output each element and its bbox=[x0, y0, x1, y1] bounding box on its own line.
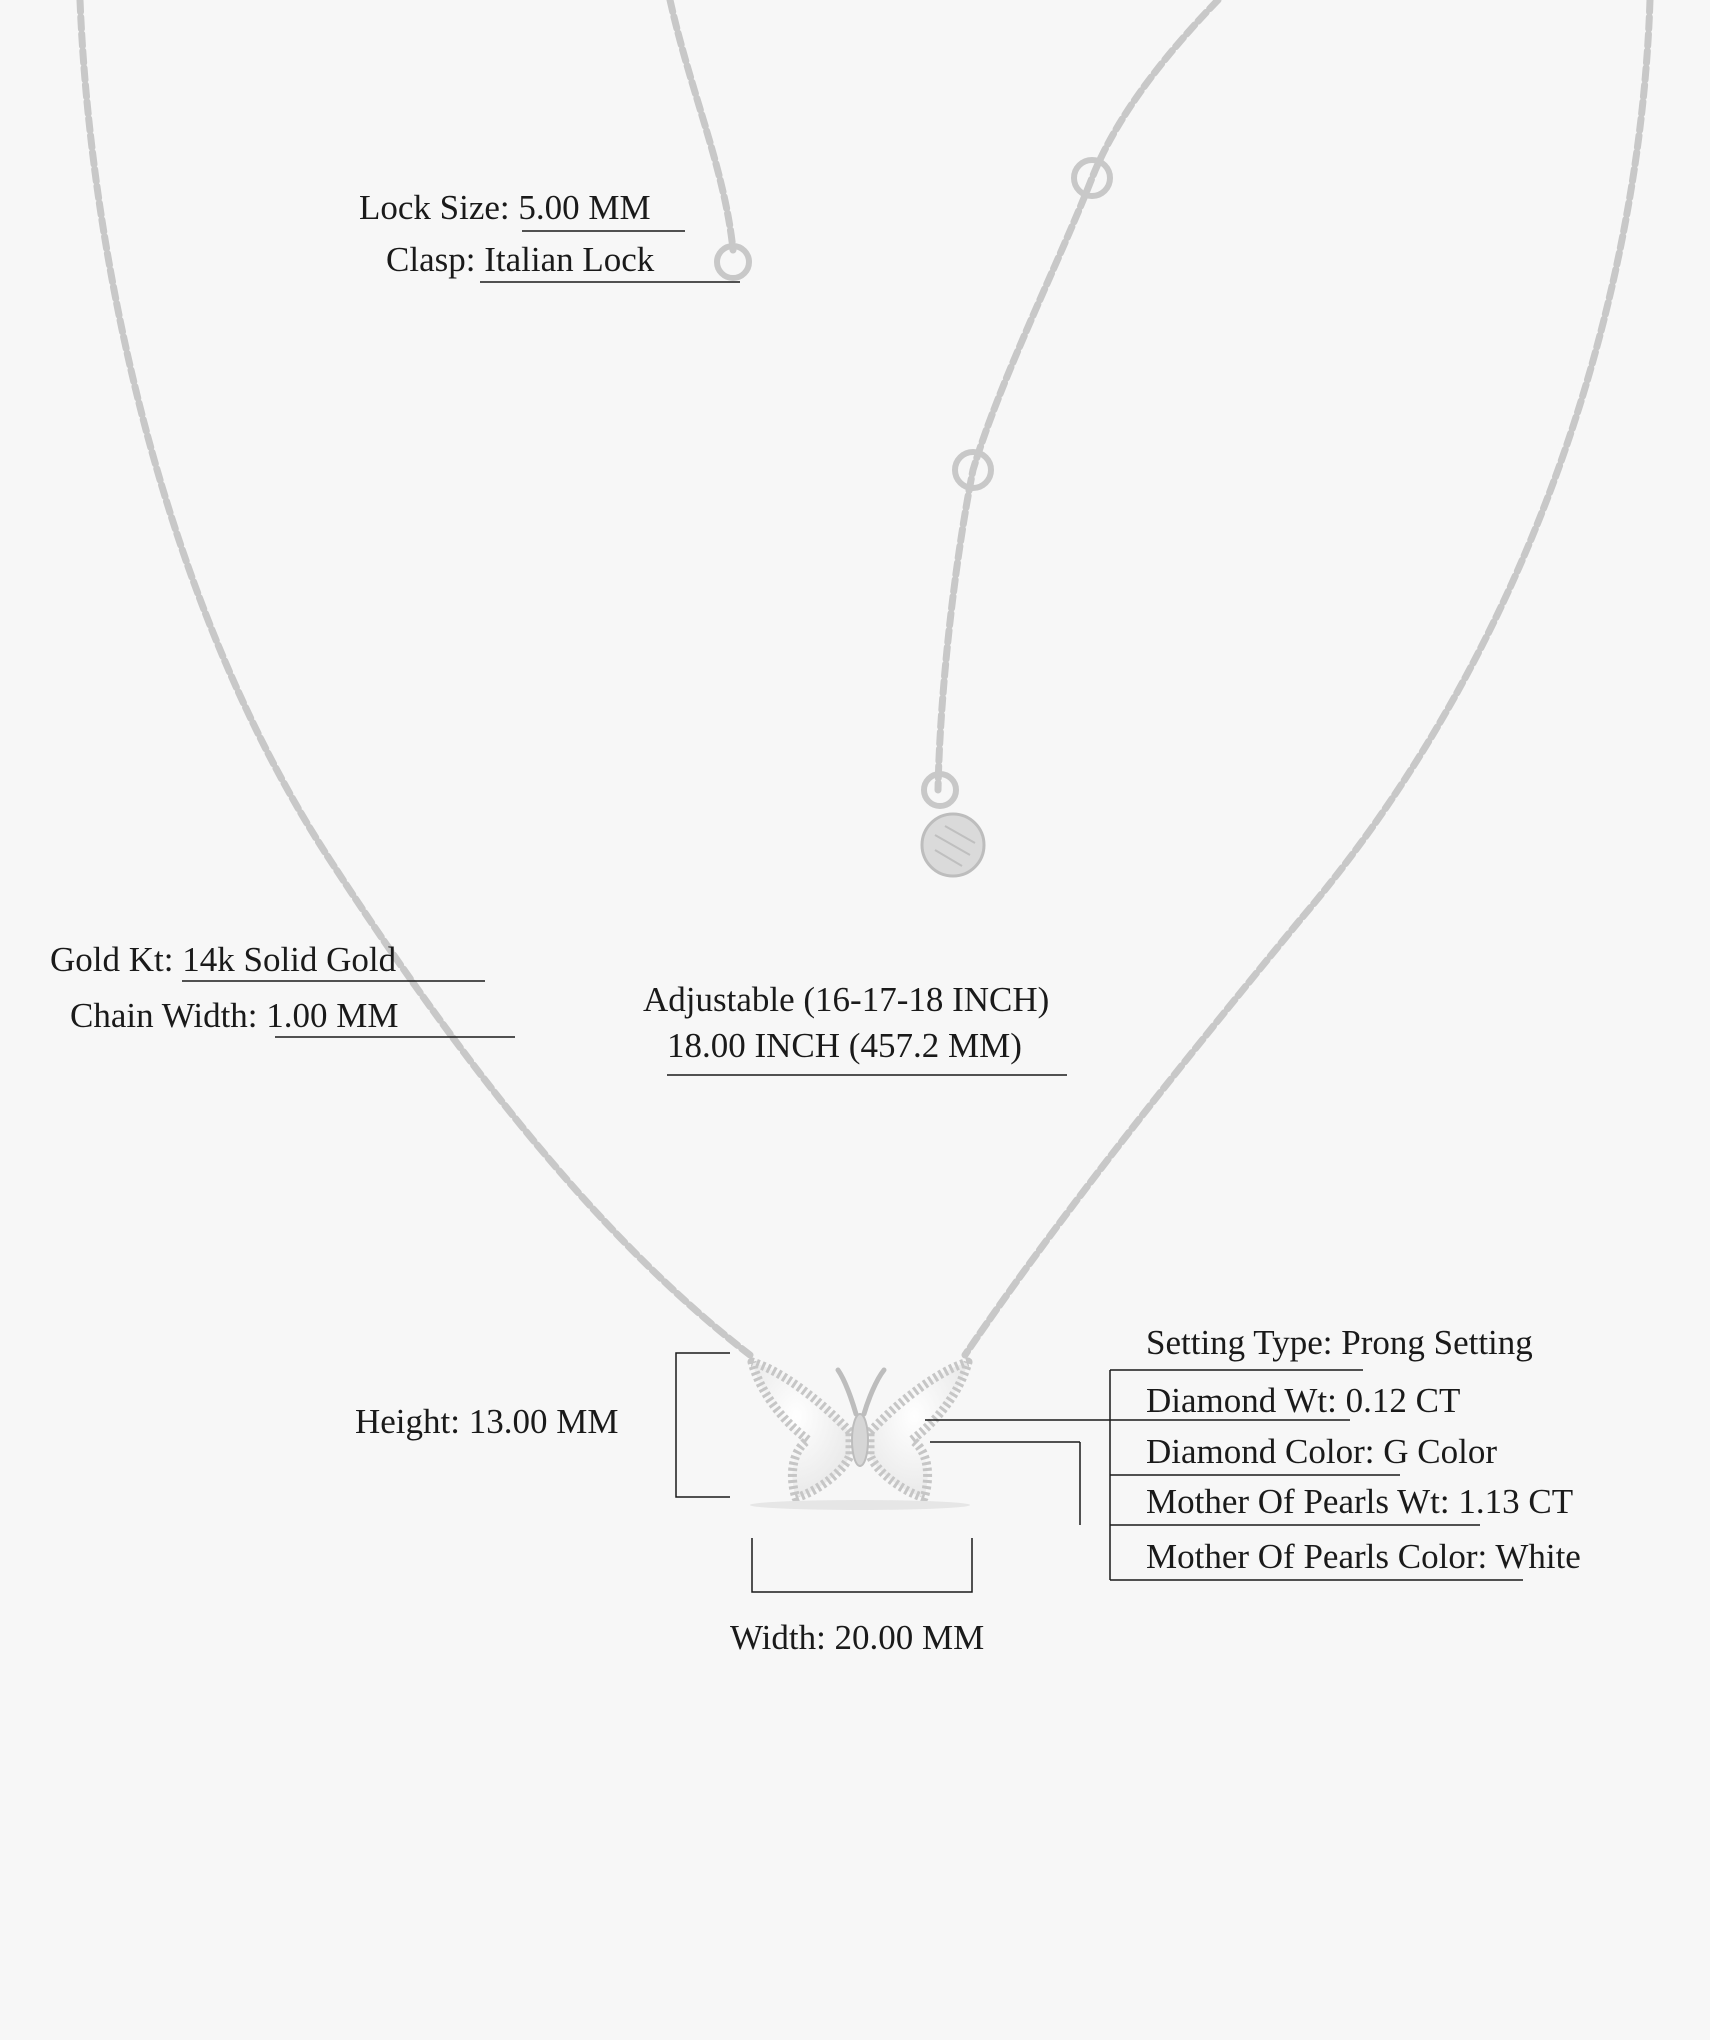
mop-color-key: Mother Of Pearls Color: bbox=[1146, 1537, 1488, 1576]
right-chain bbox=[965, 0, 1650, 1355]
setting-type-label bbox=[1146, 1323, 1533, 1363]
height-label: Height: 13.00 MM bbox=[355, 1402, 619, 1441]
clasp-label bbox=[386, 240, 654, 280]
diamond-wt-label bbox=[1146, 1381, 1460, 1421]
chain-width-label bbox=[70, 996, 399, 1036]
width-bracket bbox=[752, 1538, 972, 1592]
height-bracket bbox=[676, 1353, 730, 1497]
setting-type-value: Prong Setting bbox=[1341, 1323, 1533, 1362]
gold-kt-label bbox=[50, 940, 396, 980]
lock-size-value: 5.00 MM bbox=[518, 188, 651, 227]
clasp-value: Italian Lock bbox=[484, 240, 655, 279]
clasp-chain bbox=[670, 0, 733, 250]
diamond-wt-value: 0.12 CT bbox=[1345, 1381, 1461, 1420]
mop-color-value: White bbox=[1495, 1537, 1581, 1576]
diamond-color-value: G Color bbox=[1383, 1432, 1497, 1471]
diamond-wt-key: Diamond Wt: bbox=[1146, 1381, 1337, 1420]
chain-width-key: Chain Width: bbox=[70, 996, 258, 1035]
mop-wt-label bbox=[1146, 1482, 1573, 1522]
mop-color-label bbox=[1146, 1537, 1581, 1577]
mop-wt-value: 1.13 CT bbox=[1458, 1482, 1574, 1521]
adjustable-label: Adjustable (16-17-18 INCH) bbox=[643, 980, 1050, 1019]
lock-size-key: Lock Size: bbox=[359, 188, 510, 227]
gold-kt-key: Gold Kt: bbox=[50, 940, 174, 979]
setting-type-key: Setting Type: bbox=[1146, 1323, 1333, 1362]
extender-chain bbox=[938, 0, 1218, 790]
length-label: 18.00 INCH (457.2 MM) bbox=[667, 1026, 1022, 1065]
diamond-color-key: Diamond Color: bbox=[1146, 1432, 1375, 1471]
width-label: Width: 20.00 MM bbox=[730, 1618, 985, 1657]
diamond-color-label bbox=[1146, 1432, 1497, 1472]
lock-size-label bbox=[359, 188, 651, 228]
butterfly-pendant bbox=[752, 1362, 968, 1498]
clasp-key: Clasp: bbox=[386, 240, 476, 279]
chain-width-value: 1.00 MM bbox=[266, 996, 399, 1035]
mop-wt-key: Mother Of Pearls Wt: bbox=[1146, 1482, 1450, 1521]
gold-kt-value: 14k Solid Gold bbox=[182, 940, 397, 979]
